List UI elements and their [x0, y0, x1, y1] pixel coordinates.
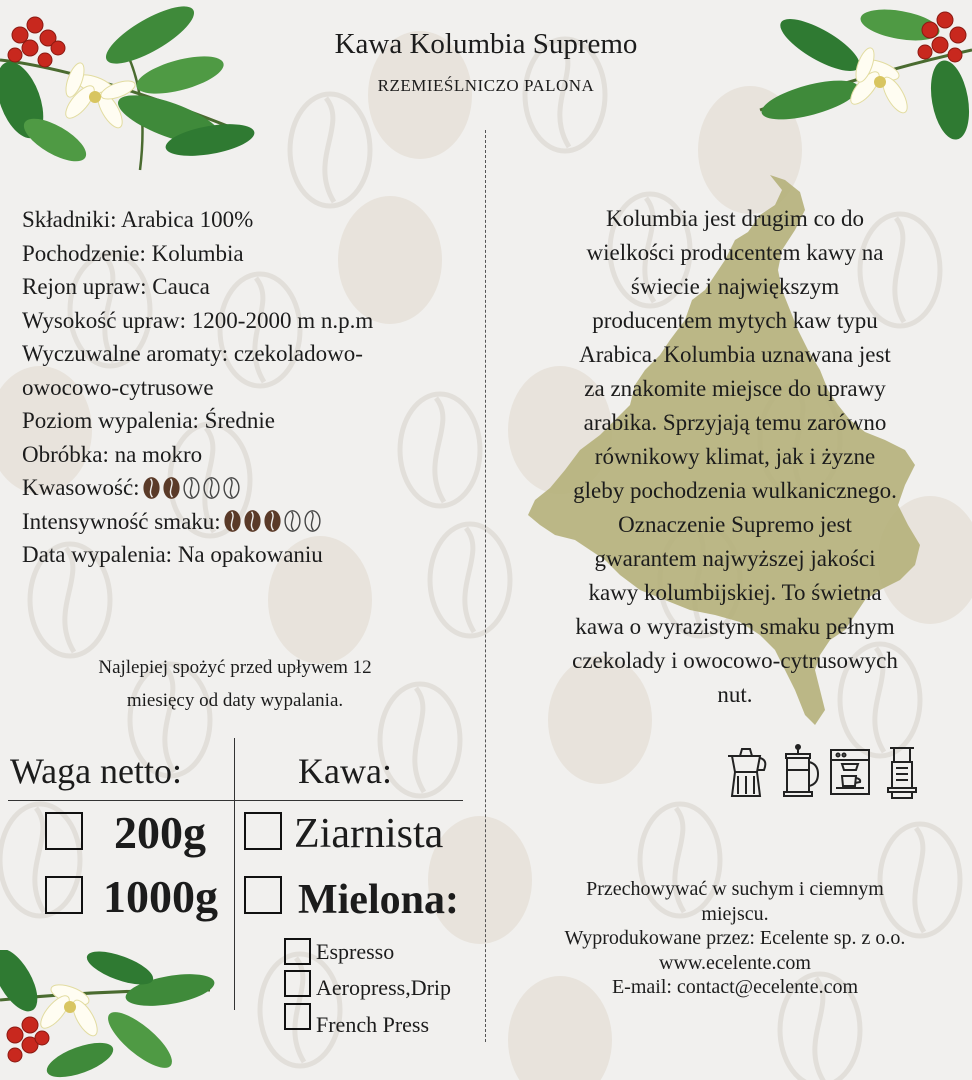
type-beans-label: Ziarnista: [294, 811, 444, 857]
product-subtitle: RZEMIEŚLNICZO PALONA: [377, 76, 595, 95]
spec-roast: Poziom wypalenia: Średnie: [22, 408, 275, 433]
producer-info: Wyprodukowane przez: Ecelente sp. z o.o.: [564, 927, 906, 949]
aeropress-icon: [880, 744, 924, 800]
website-link[interactable]: www.ecelente.com: [659, 951, 811, 974]
grind-espresso-checkbox[interactable]: [284, 938, 311, 965]
intensity-label: Intensywność smaku:: [22, 508, 221, 534]
coffee-bean-filled-icon: [162, 476, 181, 500]
spec-aroma-line2: owocowo-cytrusowe: [22, 374, 214, 400]
spec-intensity: [22, 505, 373, 539]
storage-and-producer-info: [520, 877, 950, 1000]
weight-200g-checkbox[interactable]: [45, 812, 83, 850]
type-ground-label: Mielona:: [298, 877, 459, 923]
product-title: Kawa Kolumbia Supremo: [334, 28, 638, 60]
storage-line2: miejscu.: [701, 902, 769, 925]
email-contact[interactable]: E-mail: contact@ecelente.com: [611, 976, 859, 998]
espresso-machine-icon: [828, 744, 872, 800]
spec-altitude: Wysokość upraw: 1200-2000 m n.p.m: [22, 307, 374, 333]
grind-french-press-label: French Press: [316, 1012, 430, 1037]
coffee-branch-bottom-left: [0, 950, 220, 1080]
coffee-bean-outline-icon: [303, 509, 322, 533]
coffee-branch-top-right: [740, 0, 972, 150]
grind-aeropress-checkbox[interactable]: [284, 970, 311, 997]
spec-origin: Pochodzenie: Kolumbia: [22, 240, 244, 266]
grind-aeropress-label: Aeropress,Drip: [316, 975, 452, 1000]
coffee-bean-outline-icon: [202, 476, 221, 500]
spec-acidity: [22, 471, 373, 505]
description-line: Kolumbia jest drugim co do: [605, 206, 865, 231]
product-specs: [22, 203, 373, 572]
column-divider: [485, 130, 486, 1042]
best-before-line2: miesięcy od daty wypalania.: [126, 690, 344, 711]
coffee-bean-filled-icon: [223, 509, 242, 533]
description-line: producentem mytych kaw typu: [592, 308, 878, 333]
coffee-bean-outline-icon: [222, 476, 241, 500]
description-line: czekolady i owocowo-cytrusowych: [572, 648, 898, 673]
acidity-label: Kwasowość:: [22, 475, 140, 500]
description-line: gwarantem najwyższej jakości: [594, 546, 876, 571]
order-table-vertical-line: [234, 738, 235, 1010]
brew-method-icons: [724, 744, 924, 800]
description-line: Oznaczenie Supremo jest: [618, 512, 852, 537]
weight-200g-label: 200g: [114, 807, 206, 858]
origin-description: [520, 202, 950, 712]
moka-pot-icon: [724, 744, 768, 800]
type-ground-checkbox[interactable]: [244, 876, 282, 914]
weight-1000g-checkbox[interactable]: [45, 876, 83, 914]
description-line: gleby pochodzenia wulkanicznego.: [573, 478, 897, 503]
coffee-bean-filled-icon: [243, 509, 262, 533]
description-line: wielkości producentem kawy na: [586, 240, 884, 265]
spec-processing: Obróbka: na mokro: [22, 441, 203, 467]
storage-line1: Przechowywać w suchym i ciemnym: [586, 878, 884, 900]
description-line: nut.: [717, 682, 753, 707]
coffee-type-header: Kawa:: [298, 751, 392, 791]
spec-aroma-line1: Wyczuwalne aromaty: czekoladowo-: [22, 341, 363, 366]
spec-roast-date: Data wypalenia: Na opakowaniu: [22, 542, 323, 567]
description-line: kawy kolumbijskiej. To świetna: [588, 580, 882, 605]
coffee-bean-filled-icon: [142, 476, 161, 500]
acidity-rating: [142, 476, 241, 500]
weight-1000g-label: 1000g: [103, 871, 218, 922]
intensity-rating: [223, 509, 322, 533]
order-table-horizontal-line: [8, 800, 463, 801]
french-press-icon: [776, 744, 820, 800]
description-line: równikowy klimat, jak i żyzne: [594, 444, 876, 469]
best-before-line1: Najlepiej spożyć przed upływem 12: [98, 657, 372, 678]
spec-ingredients: Składniki: Arabica 100%: [22, 207, 254, 232]
description-line: arabika. Sprzyjają temu zarówno: [583, 410, 887, 435]
grind-espresso-label: Espresso: [316, 939, 395, 964]
best-before-note: [20, 651, 450, 717]
grind-french-press-checkbox[interactable]: [284, 1003, 311, 1030]
coffee-bean-outline-icon: [283, 509, 302, 533]
spec-region: Rejon upraw: Cauca: [22, 274, 210, 299]
coffee-bean-outline-icon: [182, 476, 201, 500]
weight-header: Waga netto:: [10, 751, 183, 791]
description-line: za znakomite miejsce do uprawy: [584, 376, 886, 401]
description-line: świecie i największym: [630, 274, 840, 299]
description-line: kawa o wyrazistym smaku pełnym: [575, 614, 895, 639]
description-line: Arabica. Kolumbia uznawana jest: [579, 342, 891, 367]
type-beans-checkbox[interactable]: [244, 812, 282, 850]
coffee-bean-filled-icon: [263, 509, 282, 533]
